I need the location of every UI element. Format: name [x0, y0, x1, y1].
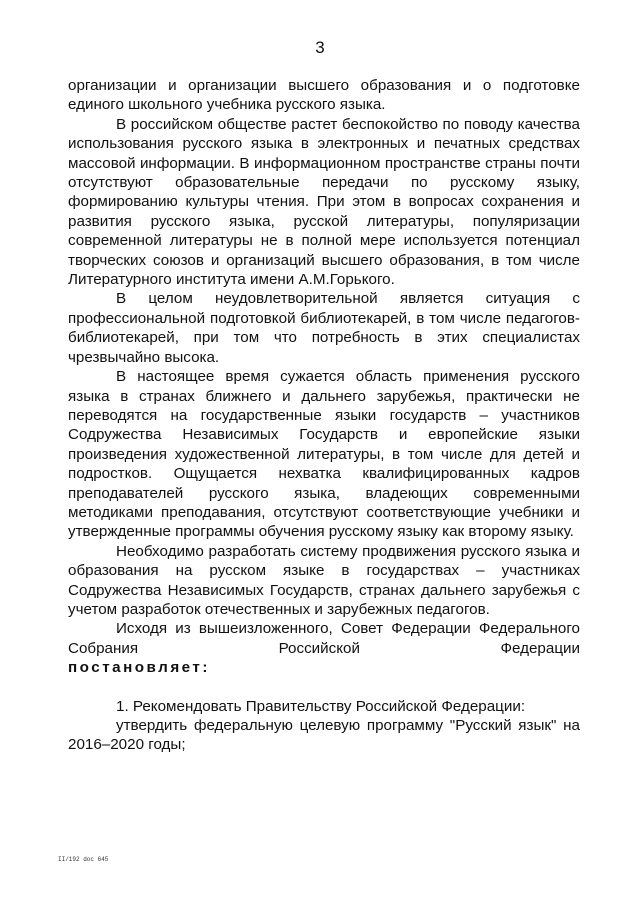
resolution-word	[68, 658, 580, 677]
paragraph-preamble: Исходя из вышеизложенного, Совет Федерации Федерального Собрания Российской Федерации	[68, 620, 580, 657]
page-number: 3	[315, 38, 325, 57]
paragraph-continuation: организации и организации высшего образования и о подготовке единого школьного учебника русского языка.	[68, 77, 580, 114]
recommendation-item: 1. Рекомендовать Правительству Российской Федерации:	[116, 697, 526, 715]
paragraph-abroad: В настоящее время сужается область применения русского языка в странах ближнего и дальнего зарубежья, практически не переводятся на государственные языки государств – участников Содружества Независимых Государств и европейские языки произведения художественной литературы, в том числе для детей и подростков. Ощущается нехватка квалифицированных кадров преподавателей русского языка, владеющих современными методиками преподавания, отсутствуют соответствующие учебники и утвержденные программы обучения русскому языку как второму языку.	[68, 368, 580, 541]
paragraph-librarians: В целом неудовлетворительной является ситуация с профессиональной подготовкой библиотекарей, в том числе педагогов-библиотекарей, при том что потребность в этих специалистах чрезвычайно высока.	[68, 290, 580, 366]
resolution-word-text: постановляет:	[68, 659, 210, 677]
footer-code: II/192 doc 645	[58, 856, 109, 863]
paragraph-media-concern: В российском обществе растет беспокойство по поводу качества использования русского языка в электронных и печатных средствах массовой информации. В информационном пространстве страны почти отсутствуют образовательные передачи по русскому языку, формированию культуры чтения. При этом в вопросах сохранения и развития русского языка, русской литературы, популяризации современной литературы не в полной мере используется потенциал творческих союзов и организаций высшего образования, в том числе Литературного института имени А.М.Горького.	[68, 115, 580, 289]
document-body	[68, 76, 580, 755]
paragraph-promotion-system: Необходимо разработать систему продвижения русского языка и образования на русском языке в государствах – участниках Содружества Независимых Государств, странах дальнего зарубежья с учетом разработок отечественных и зарубежных педагогов.	[68, 542, 580, 618]
recommendation-subitem: утвердить федеральную целевую программу "Русский язык" на 2016–2020 годы;	[68, 717, 580, 754]
